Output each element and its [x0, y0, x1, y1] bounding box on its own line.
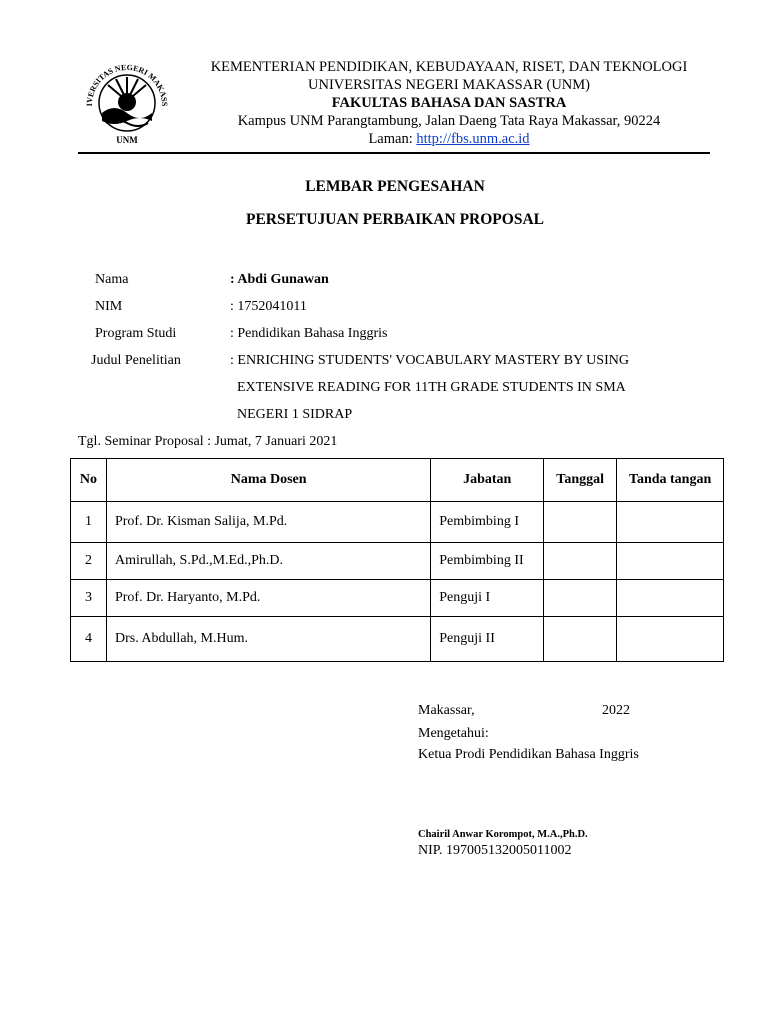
cell-tanda-tangan — [617, 617, 724, 662]
col-header-tanda-tangan: Tanda tangan — [617, 459, 724, 502]
letterhead — [190, 58, 708, 148]
signer-nip: NIP. 197005132005011002 — [418, 843, 572, 858]
document-title: LEMBAR PENGESAHAN — [305, 178, 485, 195]
cell-no: 1 — [71, 502, 107, 543]
seminar-date: Tgl. Seminar Proposal : Jumat, 7 Januari 2021 — [78, 434, 338, 449]
website-link[interactable]: http://fbs.unm.ac.id — [416, 131, 530, 147]
cell-nama: Drs. Abdullah, M.Hum. — [106, 617, 430, 662]
prodi-label: Program Studi — [95, 326, 177, 341]
judul-value-line-1: : ENRICHING STUDENTS' VOCABULARY MASTERY BY USING — [230, 353, 629, 368]
name-label: Nama — [95, 272, 129, 287]
cell-tanggal — [544, 617, 617, 662]
name-value: : Abdi Gunawan — [230, 272, 329, 287]
signature-year: 2022 — [602, 703, 630, 718]
cell-nama: Prof. Dr. Haryanto, M.Pd. — [106, 580, 430, 617]
judul-label: Judul Penelitian — [91, 353, 181, 368]
cell-tanda-tangan — [617, 580, 724, 617]
col-header-tanggal: Tanggal — [544, 459, 617, 502]
table-row — [71, 502, 724, 543]
signature-known: Mengetahui: — [418, 726, 489, 741]
cell-tanggal — [544, 580, 617, 617]
document-subtitle: PERSETUJUAN PERBAIKAN PROPOSAL — [246, 211, 544, 228]
cell-tanda-tangan — [617, 502, 724, 543]
cell-tanda-tangan — [617, 543, 724, 580]
cell-jabatan: Penguji II — [431, 617, 544, 662]
website-line — [190, 130, 708, 148]
signature-role: Ketua Prodi Pendidikan Bahasa Inggris — [418, 747, 639, 762]
table-row — [71, 543, 724, 580]
cell-jabatan: Pembimbing II — [431, 543, 544, 580]
judul-value-line-3: NEGERI 1 SIDRAP — [237, 407, 353, 422]
table-row — [71, 617, 724, 662]
cell-no: 3 — [71, 580, 107, 617]
ministry-name: KEMENTERIAN PENDIDIKAN, KEBUDAYAAN, RISET, DAN TEKNOLOGI — [210, 59, 688, 75]
cell-nama: Amirullah, S.Pd.,M.Ed.,Ph.D. — [106, 543, 430, 580]
nim-value: : 1752041011 — [230, 299, 307, 314]
cell-no: 4 — [71, 617, 107, 662]
signer-name: Chairil Anwar Korompot, M.A.,Ph.D. — [418, 829, 588, 840]
cell-tanggal — [544, 543, 617, 580]
signature-place: Makassar, — [418, 703, 475, 718]
svg-text:UNIVERSITAS NEGERI MAKASSAR: IVERSITAS NEGERI MAKASS — [84, 62, 170, 107]
address: Kampus UNM Parangtambung, Jalan Daeng Tata Raya Makassar, 90224 — [237, 113, 661, 129]
nim-label: NIM — [95, 299, 123, 314]
col-header-nama-dosen: Nama Dosen — [106, 459, 430, 502]
university-name: UNIVERSITAS NEGERI MAKASSAR (UNM) — [308, 77, 590, 93]
cell-tanggal — [544, 502, 617, 543]
cell-jabatan: Pembimbing I — [431, 502, 544, 543]
cell-nama: Prof. Dr. Kisman Salija, M.Pd. — [106, 502, 430, 543]
table-header-row — [71, 459, 724, 502]
col-header-no: No — [71, 459, 107, 502]
cell-no: 2 — [71, 543, 107, 580]
table-row — [71, 580, 724, 617]
col-header-jabatan: Jabatan — [431, 459, 544, 502]
svg-text:UNM: UNM — [116, 135, 138, 145]
header-divider — [78, 152, 710, 154]
website-label: Laman: — [368, 131, 417, 147]
prodi-value: : Pendidikan Bahasa Inggris — [230, 326, 388, 341]
university-logo — [78, 55, 176, 147]
faculty-name: FAKULTAS BAHASA DAN SASTRA — [331, 95, 567, 111]
cell-jabatan: Penguji I — [431, 580, 544, 617]
judul-value-line-2: EXTENSIVE READING FOR 11TH GRADE STUDENTS IN SMA — [237, 380, 626, 395]
lecturer-table — [70, 458, 724, 662]
